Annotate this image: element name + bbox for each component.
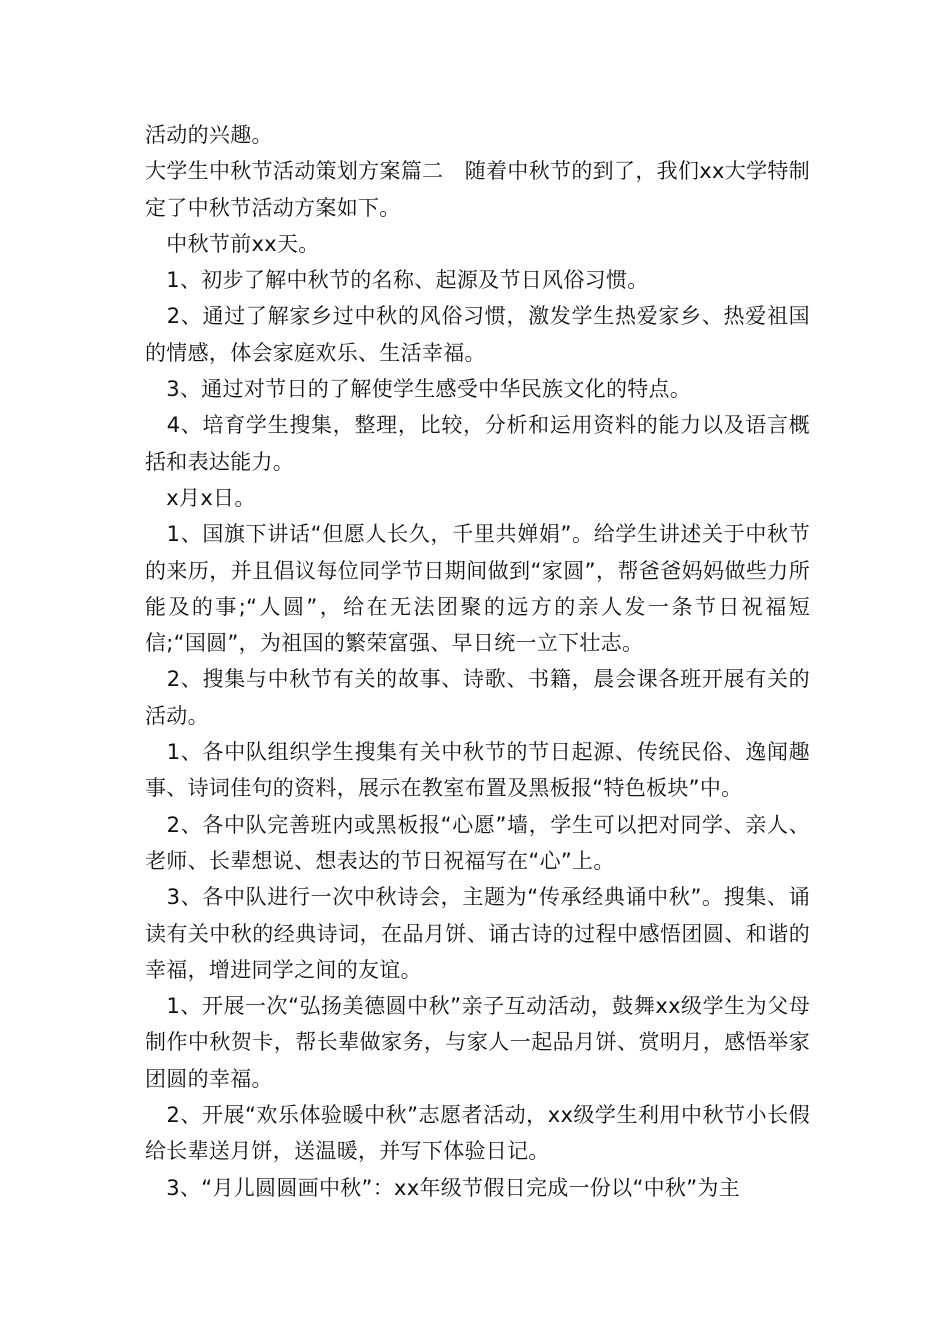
document-body bbox=[145, 117, 810, 1206]
paragraph: 4、培育学生搜集，整理，比较，分析和运用资料的能力以及语言概括和表达能力。 bbox=[145, 413, 810, 474]
paragraph: 3、“月儿圆圆画中秋”：xx年级节假日完成一份以“中秋”为主 bbox=[145, 1175, 741, 1200]
paragraph: x月x日。 bbox=[145, 485, 256, 510]
paragraph: 中秋节前xx天。 bbox=[145, 231, 320, 256]
paragraph: 大学生中秋节活动策划方案篇二 随着中秋节的到了，我们xx大学特制定了中秋节活动方案如下。 bbox=[145, 159, 810, 220]
paragraph: 2、开展“欢乐体验暖中秋”志愿者活动，xx级学生利用中秋节小长假给长辈送月饼，送温暖，并写下体验日记。 bbox=[145, 1103, 810, 1164]
paragraph: 活动的兴趣。 bbox=[145, 123, 273, 147]
paragraph: 3、各中队进行一次中秋诗会，主题为“传承经典诵中秋”。搜集、诵读有关中秋的经典诗词，在品月饼、诵古诗的过程中感悟团圆、和谐的幸福，增进同学之间的友谊。 bbox=[145, 885, 810, 982]
paragraph: 2、各中队完善班内或黑板报“心愿”墙，学生可以把对同学、亲人、老师、长辈想说、想表达的节日祝福写在“心”上。 bbox=[145, 812, 810, 873]
paragraph: 2、通过了解家乡过中秋的风俗习惯，激发学生热爱家乡、热爱祖国的情感，体会家庭欢乐、生活幸福。 bbox=[145, 304, 810, 365]
paragraph: 1、各中队组织学生搜集有关中秋节的节日起源、传统民俗、逸闻趣事、诗词佳句的资料，展示在教室布置及黑板报“特色板块”中。 bbox=[145, 740, 810, 801]
paragraph: 3、通过对节日的了解使学生感受中华民族文化的特点。 bbox=[145, 377, 692, 402]
paragraph: 2、搜集与中秋节有关的故事、诗歌、书籍，晨会课各班开展有关的活动。 bbox=[145, 667, 810, 728]
paragraph: 1、开展一次“弘扬美德圆中秋”亲子互动活动，鼓舞xx级学生为父母制作中秋贺卡，帮长辈做家务，与家人一起品月饼、赏明月，感悟举家团圆的幸福。 bbox=[145, 994, 810, 1091]
paragraph: 1、初步了解中秋节的名称、起源及节日风俗习惯。 bbox=[145, 268, 649, 293]
paragraph: 1、国旗下讲话“但愿人长久，千里共婵娟”。给学生讲述关于中秋节的来历，并且倡议每位同学节日期间做到“家圆”，帮爸爸妈妈做些力所能及的事;“人圆”，给在无法团聚的远方的亲人发一条节日祝福短信;“国圆”，为祖国的繁荣富强、早日统一立下壮志。 bbox=[145, 522, 810, 656]
